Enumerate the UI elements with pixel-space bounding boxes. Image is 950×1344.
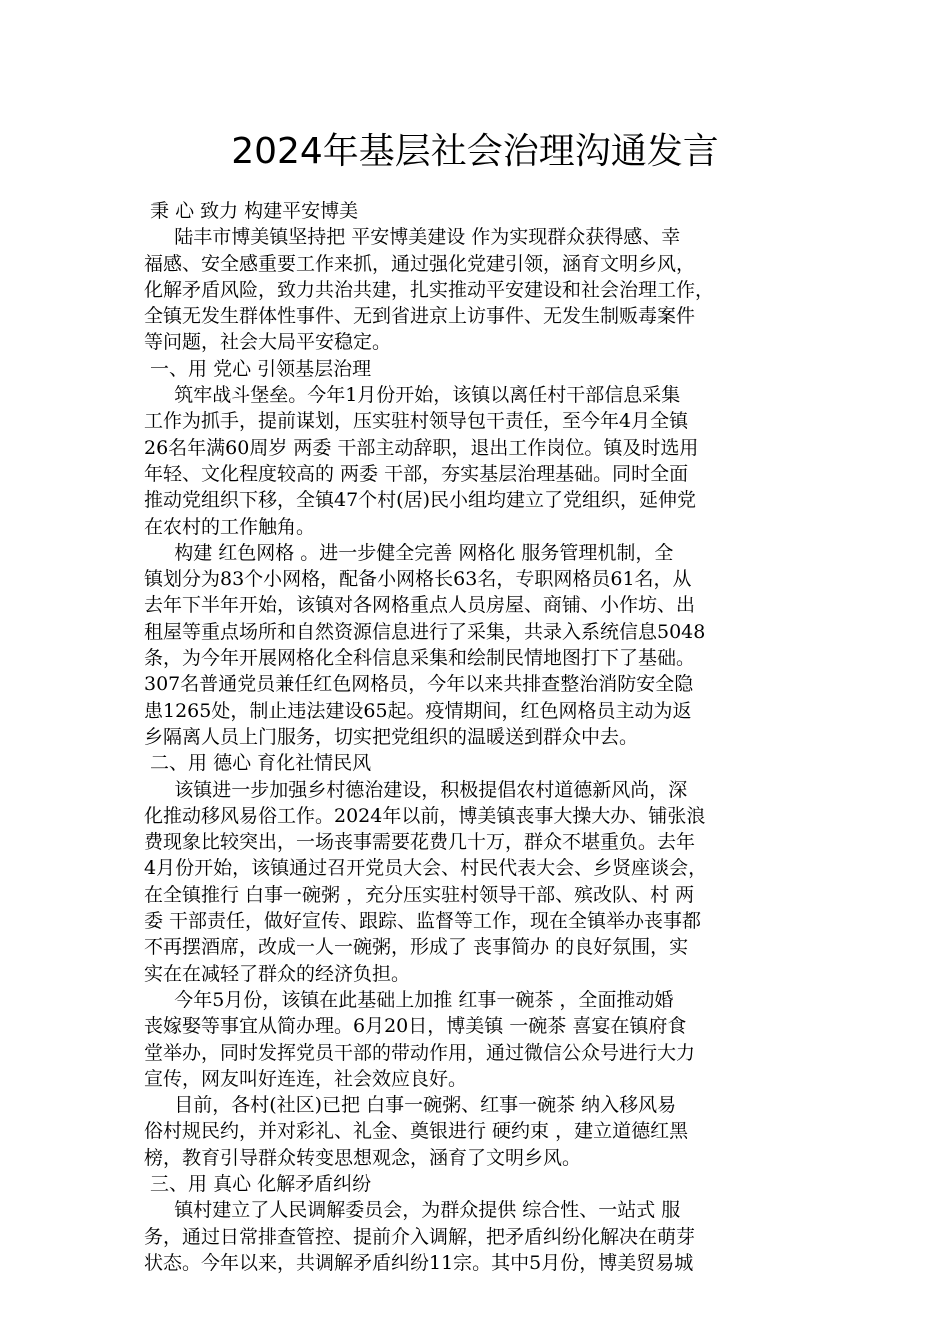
body-text-line: 实在在减轻了群众的经济负担。 (144, 962, 411, 985)
body-text-line: 构建 红色网格 。进一步健全完善 网格化 服务管理机制，全 (144, 541, 674, 564)
body-text-line: 一、用 党心 引领基层治理 (144, 357, 372, 380)
document-body (144, 198, 820, 1276)
body-text-line: 条，为今年开展网格化全科信息采集和绘制民情地图打下了基础。 (144, 647, 696, 670)
body-text-line: 目前，各村(社区)已把 白事一碗粥、红事一碗茶 纳入移风易 (144, 1094, 677, 1117)
body-text-line: 不再摆酒席，改成一人一碗粥，形成了 丧事简办 的良好氛围，实 (144, 936, 689, 959)
body-text-line: 三、用 真心 化解矛盾纠纷 (144, 1172, 372, 1195)
body-text-line: 在农村的工作触角。 (144, 515, 316, 538)
body-text-line: 年轻、文化程度较高的 两委 干部，夯实基层治理基础。同时全面 (144, 462, 689, 485)
body-text-line: 镇村建立了人民调解委员会，为群众提供 综合性、一站式 服 (144, 1199, 681, 1222)
body-text-line: 乡隔离人员上门服务，切实把党组织的温暖送到群众中去。 (144, 725, 639, 748)
body-text-line: 状态。今年以来，共调解矛盾纠纷11宗。其中5月份，博美贸易城 (144, 1251, 694, 1274)
body-text-line: 该镇进一步加强乡村德治建设，积极提倡农村道德新风尚，深 (144, 778, 688, 801)
body-text-line: 工作为抓手，提前谋划，压实驻村领导包干责任，至今年4月全镇 (144, 410, 689, 433)
body-text-line: 化推动移风易俗工作。2024年以前，博美镇丧事大操大办、铺张浪 (144, 804, 706, 827)
body-text-line: 二、用 德心 育化社情民风 (144, 752, 372, 775)
body-text-line: 陆丰市博美镇坚持把 平安博美建设 作为实现群众获得感、幸 (144, 226, 681, 249)
body-text-line: 筑牢战斗堡垒。今年1月份开始，该镇以离任村干部信息采集 (144, 384, 681, 407)
body-text-line: 307名普通党员兼任红色网格员，今年以来共排查整治消防安全隐 (144, 673, 694, 696)
body-text-line: 堂举办，同时发挥党员干部的带动作用，通过微信公众号进行大力 (144, 1041, 696, 1064)
body-text-line: 委 干部责任，做好宣传、跟踪、监督等工作，现在全镇举办丧事都 (144, 910, 702, 933)
body-text-line: 全镇无发生群体性事件、无到省进京上访事件、无发生制贩毒案件 (144, 305, 696, 328)
body-text-line: 去年下半年开始，该镇对各网格重点人员房屋、商铺、小作坊、出 (144, 594, 696, 617)
body-text-line: 榜，教育引导群众转变思想观念，涵育了文明乡风。 (144, 1146, 582, 1169)
body-text-line: 丧嫁娶等事宜从简办理。6月20日，博美镇 一碗茶 喜宴在镇府食 (144, 1015, 687, 1038)
body-text-line: 化解矛盾风险，致力共治共建，扎实推动平安建设和社会治理工作， (144, 278, 715, 301)
body-text-line: 26名年满60周岁 两委 干部主动辞职，退出工作岗位。镇及时选用 (144, 436, 699, 459)
body-text-line: 租屋等重点场所和自然资源信息进行了采集，共录入系统信息5048 (144, 620, 706, 643)
body-text-line: 等问题，社会大局平安稳定。 (144, 331, 392, 354)
body-text-line: 费现象比较突出，一场丧事需要花费几十万，群众不堪重负。去年 (144, 831, 696, 854)
body-text-line: 务，通过日常排查管控、提前介入调解，把矛盾纠纷化解决在萌芽 (144, 1225, 696, 1248)
body-text-line: 宣传，网友叫好连连，社会效应良好。 (144, 1067, 468, 1090)
body-text-line: 福感、安全感重要工作来抓，通过强化党建引领，涵育文明乡风， (144, 252, 696, 275)
body-text-line: 推动党组织下移，全镇47个村(居)民小组均建立了党组织，延伸党 (144, 489, 697, 512)
body-text-line: 在全镇推行 白事一碗粥 ，充分压实驻村领导干部、殡改队、村 两 (144, 883, 695, 906)
body-text-line: 秉 心 致力 构建平安博美 (144, 200, 359, 222)
body-text-line: 今年5月份，该镇在此基础上加推 红事一碗茶 ，全面推动婚 (144, 988, 674, 1011)
body-text-line: 俗村规民约，并对彩礼、礼金、奠银进行 硬约束 ，建立道德红黑 (144, 1120, 689, 1143)
body-text-line: 4月份开始，该镇通过召开党员大会、村民代表大会、乡贤座谈会， (144, 857, 708, 880)
body-text-line: 镇划分为83个小网格，配备小网格长63名，专职网格员61名，从 (144, 568, 692, 591)
body-text-line: 患1265处，制止违法建设65起。疫情期间，红色网格员主动为返 (144, 699, 692, 722)
document-title: 2024年基层社会治理沟通发言 (231, 131, 719, 172)
